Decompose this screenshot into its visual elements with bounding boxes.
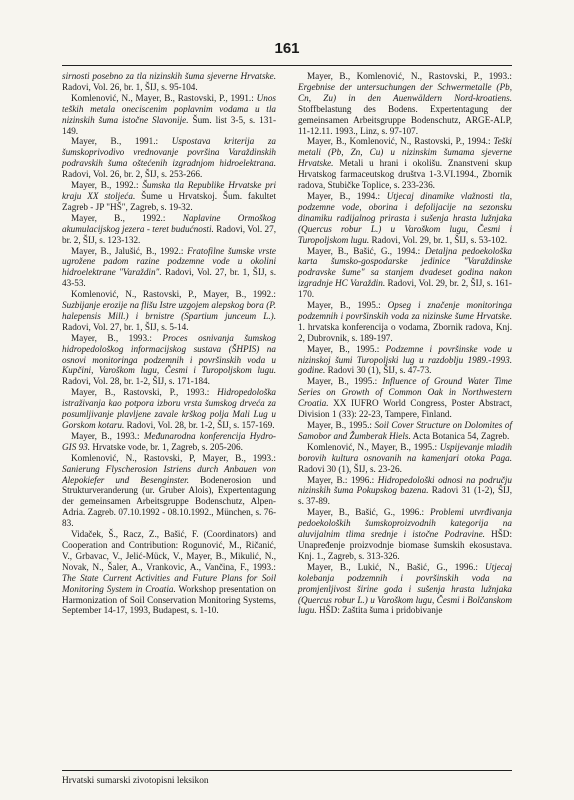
entry-authors: Mayer, B., 1992.: <box>71 180 143 191</box>
bibliography-entry <box>62 93 276 137</box>
entry-title: Podzemne i površinske vode u nizinskoj šumi Turopoljski lug u razdoblju 1989.-1993. godine. <box>298 343 513 376</box>
bibliography-entry <box>298 507 512 562</box>
bibliography-entry <box>62 71 276 93</box>
bibliography-entry <box>62 289 276 333</box>
bibliography-entry <box>62 453 276 529</box>
footer-rule <box>62 770 512 771</box>
entry-source: Radovi, Vol. 27, br. 1, ŠIJ, s. 43-53. <box>62 267 276 289</box>
bibliography-entry <box>62 136 276 180</box>
entry-authors: Mayer, B., 1993.: <box>71 430 144 441</box>
entry-title: Suzbijanje erozije na flišu Istre uzgojem alepskog bora (P. halepensis Mill.) i brnistre (Spartium junceum L.). <box>62 300 276 321</box>
bibliography-entry <box>298 136 512 191</box>
page-number: 161 <box>274 40 300 57</box>
entry-source: Radovi, Vol. 27, br. 1, ŠIJ, s. 5-14. <box>62 321 189 332</box>
entry-source: Radovi, Vol. 26, br. 2, ŠIJ, s. 253-266. <box>62 169 203 180</box>
entry-title: Opseg i značenje monitoringa podzemnih i površinskih voda za nizinske šume Hrvatske. <box>298 300 512 321</box>
entry-title: Međunarodna konferencija Hydro-GIS 93. <box>62 430 276 452</box>
entry-source: Šume u Hrvatskoj. Šum. fakultet Zagreb - JP "HŠ", Zagreb, s. 19-32. <box>62 190 276 212</box>
bibliography-entry <box>62 180 276 213</box>
entry-authors: Mayer, B., Komlenović, N., Rastovski, P., 1993.: <box>307 71 512 81</box>
entry-source: Šum. list 3-5, s. 131-149. <box>62 114 276 136</box>
entry-source: Radovi, Vol. 28, br. 1-2, ŠIJ, s. 157-169. <box>124 420 275 430</box>
entry-title: Proces osnivanja šumskog hidropedološkog informacijskog sustava (ŠHPIS) na osnovi monitoringa podzemnih i površinskih voda u Kupčini, Varoškom lugu, Česmi i Turopoljskom lugu. <box>62 332 277 376</box>
right-column <box>298 71 512 616</box>
entry-title: Sanierung Flyscherosion Istriens durch Anbauen von Alepokiefer und Besenginster. <box>62 463 276 485</box>
entry-source: HŠD: Zaštita šuma i pridobivanje <box>316 605 443 616</box>
entry-authors: Mayer, B., Bašić, G., 1996.: <box>307 507 430 518</box>
entry-authors: Mayer, B., 1995.: <box>307 376 383 387</box>
bibliography-entry <box>298 71 512 136</box>
entry-source: Radovi, Vol. 29, br. 1, ŠIJ, s. 53-102. <box>369 234 508 245</box>
bibliography-entry <box>298 442 512 475</box>
bibliography-entry <box>62 333 276 388</box>
bibliography-entry <box>298 191 512 246</box>
entry-title: Detaljna pedoekološka karta šumsko-gospodarske jedinice "Varaždinske podravske šume" sa stanjem dvadeset godina nakon izgradnje HC Varaždin. <box>298 245 512 289</box>
bibliography-entry <box>62 529 276 616</box>
entry-title: Uspijevanje mladih borovih kultura osnovanih na kamenjari otoka Paga. <box>298 441 513 463</box>
entry-source: Radovi, Vol. 29, br. 2, ŠIJ, s. 161-170. <box>298 278 512 300</box>
bibliography-entry <box>298 246 512 301</box>
entry-authors: Mayer, B.: 1996.: <box>307 474 378 485</box>
entry-title: Problemi utvrđivanja pedoekoloških šumskoproizvodnih kategorija na aluvijalnim tlima srednje i istočne Podravine. <box>298 507 512 540</box>
entry-authors: Mayer, B., Bašić, G., 1994.: <box>307 245 425 256</box>
entry-title: Influence of Ground Water Time Series on Growth of Common Oak in Northwestern Croatia. <box>298 376 512 409</box>
entry-source: Hrvatske vode, br. 1, Zagreb, s. 205-206. <box>90 441 243 452</box>
entry-source: Radovi, Vol. 27, br. 2, ŠIJ, s. 123-132. <box>62 223 276 245</box>
entry-source: Radovi 30 (1), ŠIJ, s. 23-26. <box>298 463 402 474</box>
header-rule <box>62 65 512 66</box>
bibliography-entry <box>298 420 512 442</box>
entry-title: Teški metali (Pb, Zn, Cu) u nizinskim šumama sjeverne Hrvatske. <box>298 136 512 169</box>
entry-authors: Mayer, B., 1995.: <box>307 343 386 354</box>
entry-title: Soil Cover Structure on Dolomites of Samobor and Žumberak Hiels. <box>298 420 513 441</box>
entry-title: Ergebnise der untersuchungen der Schwermetalle (Pb, Cn, Zu) in den Auenwäldern Nord-kroatiens. <box>298 81 512 103</box>
entry-source: 1. hrvatska konferencija o vodama, Zbornik radova, Knj. 2, Dubrovnik, s. 189-197. <box>298 321 512 343</box>
entry-source: Radovi 31 (1-2), ŠIJ, s. 37-89. <box>298 485 512 507</box>
entry-source: Radovi 30 (1), ŠIJ, s. 47-73. <box>325 365 432 376</box>
entry-source: Acta Botanica 54, Zagreb. <box>410 430 510 441</box>
entry-title: Naplavine Ormoškog akumulacijskog jezera - teret budućnosti. <box>62 212 277 234</box>
bibliography-entry <box>62 431 276 453</box>
entry-title: Utjecaj dinamike vlažnosti tla, podzemne vode, oborina i defolijacije na sezonsku dinamiku radijalnog prirasta i sušenja hrasta lužnjaka (Quercus robur L.) u Varoškom lugu, Česmi i Turopoljskom lugu. <box>298 190 512 245</box>
entry-source: Radovi, Vol. 28, br. 1-2, ŠIJ, s. 171-184. <box>62 376 210 387</box>
bibliography-entry <box>298 344 512 377</box>
bibliography-entry <box>298 475 512 508</box>
entry-authors: Mayer, B., Komlenović, N., Rastovski, P., 1994.: <box>307 136 494 147</box>
entry-authors: Mayer, B., 1991.: <box>71 136 172 147</box>
entry-authors: Komlenović, N., Mayer, B., Rastovski, P., 1991.: <box>71 92 257 103</box>
entry-source: Stoffbelastung des Bodens. Expertentagung der gemeinsamen Arbeitsgruppe Bodenschutz, ARGE-ALP, 11-12.11. 1993., Linz, s. 97-107. <box>298 103 512 136</box>
bibliography-entry <box>298 562 512 617</box>
entry-authors: Mayer, B., 1993.: <box>71 332 163 343</box>
running-footer: Hrvatski sumarski zivotopisni leksikon <box>62 776 209 786</box>
entry-authors: Mayer, B., 1992.: <box>71 212 183 223</box>
left-column <box>62 71 276 616</box>
entry-authors: Mayer, B., Lukić, N., Bašić, G., 1996.: <box>307 561 485 572</box>
bibliography-entry <box>62 387 276 431</box>
entry-authors: Vidaček, Š., Racz, Z., Bašić, F. (Coordinators) and Cooperation and Contribution: Rogunović, M., Ričanić, V., Grbavac, V., Jelić-Mück, V., Mayer, B., Mikulić, N., Novak, N., Šaler, A., Vrankovic, A., Vančina, F., 1993.: <box>62 529 276 572</box>
entry-authors: Komlenović, N., Rastovski, P, Mayer, B., 1993.: <box>71 452 276 463</box>
entry-source: Bodenerosion und Strukturveranderung (ur. Gruber Alois), Expertentagung der gemeinsamen Arbeitsgruppe Bodenschutz, Alpen-Adria. Zagreb. 07.10.1992 - 08.10.1992., München, s. 76-83. <box>62 474 276 529</box>
entry-authors: Mayer, B., 1994.: <box>307 190 387 201</box>
bibliography-entry <box>298 300 512 344</box>
entry-title: sirnosti posebno za tla nizinskih šuma sjeverne Hrvatske. <box>62 71 276 81</box>
entry-authors: Mayer, B., 1995.: <box>307 420 375 430</box>
entry-source: Radovi, Vol. 26, br. 1, ŠIJ, s. 95-104. <box>62 81 198 92</box>
bibliography-entry <box>298 376 512 420</box>
entry-source: Workshop presentation on Harmonization of Soil Conservation Monitoring Systems, September 14-17, 1993, Budapest, s. 1-10. <box>62 583 276 616</box>
bibliography-entry <box>62 213 276 246</box>
entry-source: XX IUFRO World Congress, Poster Abstract, Division 1 (33): 22-23, Tampere, Finland. <box>298 398 512 420</box>
entry-title: Hidropedološka istraživanja kao potpora izboru vrsta šumskog drveća za posumljivanje plavljene zavale krškog polja Mali Lug u Gorskom kotaru. <box>62 387 276 430</box>
entry-authors: Mayer, B., 1995.: <box>307 300 388 311</box>
entry-title: Šumska tla Republike Hrvatske pri kraju XX stoljeća. <box>62 180 277 201</box>
entry-title: Uspostava kriterija za šumskoprivodivo vrednovanje površina Varaždinskih podravskih šuma oštećenih izgradnjom hidroelektrana. <box>62 136 276 169</box>
entry-authors: Mayer, B., Jalušić, B., 1992.: <box>71 245 188 256</box>
entry-source: Metali u hrani i okolišu. Znanstveni skup Hrvatskog farmaceutskog društva 1-3.VI.1994., Zbornik radova, Stubičke Toplice, s. 233-236. <box>298 158 512 191</box>
entry-title: Fratofilne šumske vrste ugrožene padom razine podzemne vode u okolini hidroelektrane "Varaždin". <box>62 245 276 278</box>
bibliography-entry <box>62 246 276 290</box>
entry-authors: Mayer, B., Rastovski, P., 1993.: <box>71 387 218 398</box>
entry-title: Utjecaj kolebanja podzemnih i površinskih voda na promjenljivost širine goda i sušenja hrasta lužnjaka (Quercus robur L.) u Varoškom lugu, Česmi i Bolčanskom lugu. <box>298 561 512 616</box>
entry-source: HŠD: Unapređenje proizvodnje biomase šumskih ekosustava. Knj. 1., Zagreb, s. 313-326. <box>298 529 512 561</box>
entry-title: The State Current Activities and Future Plans for Soil Monitoring System in Croatia. <box>62 572 276 594</box>
entry-authors: Komlenović, N., Rastovski, P., Mayer, B., 1992.: <box>71 289 276 300</box>
entry-title: Hidropedološki odnosi na području nizinskih šuma Pokupskog bazena. <box>298 474 513 496</box>
entry-title: Unos teških metala oneciscenim poplavnim vodama u tla nizinskih šuma istočne Slavonije. <box>62 92 276 125</box>
entry-authors: Komlenović, N., Mayer, B., 1995.: <box>307 441 440 452</box>
